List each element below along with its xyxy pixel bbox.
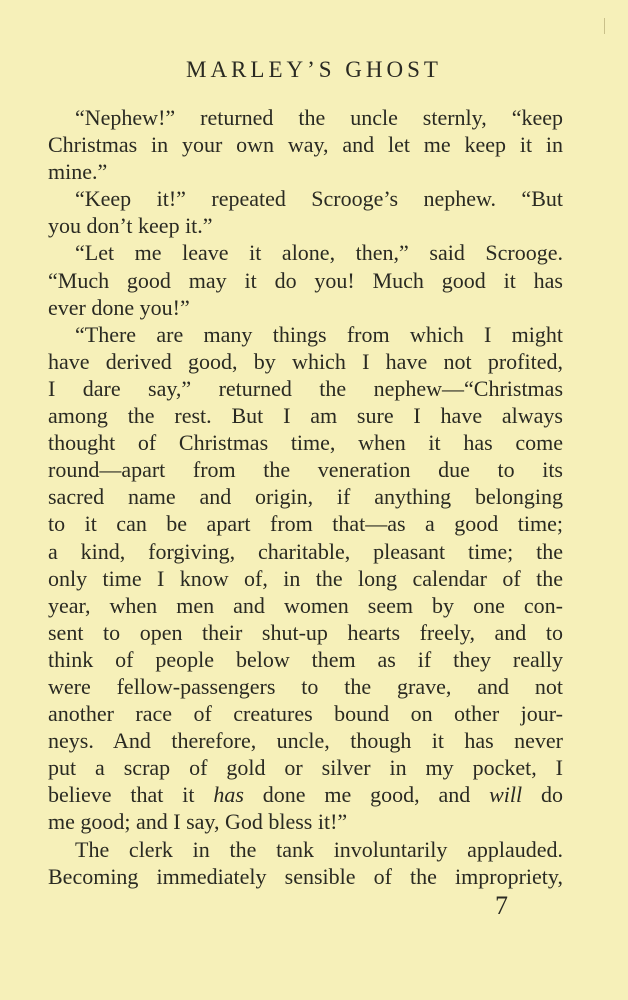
text-line: [48, 727, 563, 754]
text-segment: “Keep it!” repeated Scrooge’s nephew. “But: [75, 186, 563, 212]
text-line: [48, 131, 563, 158]
text-segment: round—apart from the veneration due to its: [48, 457, 563, 483]
text-segment: another race of creatures bound on other jour-: [48, 701, 563, 727]
text-segment: “Let me leave it alone, then,” said Scrooge.: [75, 240, 563, 266]
body-text: [48, 104, 563, 890]
italic-text: has: [213, 782, 244, 808]
text-segment: sacred name and origin, if anything belonging: [48, 484, 563, 510]
text-line: [48, 538, 563, 565]
text-line: [48, 673, 563, 700]
text-segment: done me good, and: [243, 782, 490, 808]
text-segment: think of people below them as if they really: [48, 646, 563, 672]
text-line: [48, 510, 563, 537]
text-line: [48, 836, 563, 863]
text-segment: “Nephew!” returned the uncle sternly, “keep: [75, 105, 563, 130]
text-segment: sent to open their shut-up hearts freely, and to: [48, 619, 563, 645]
text-segment: you don’t keep it.”: [48, 213, 213, 239]
text-segment: have derived good, by which I have not profited,: [48, 348, 563, 374]
text-line: [48, 646, 563, 673]
text-line: [48, 700, 563, 727]
text-segment: only time I know of, in the long calendar of the: [48, 565, 563, 591]
text-segment: me good; and I say, God bless it!”: [48, 809, 348, 835]
text-segment: “There are many things from which I might: [75, 321, 563, 347]
text-line: [48, 402, 563, 429]
text-segment: believe that it: [48, 782, 214, 808]
text-line: [48, 239, 563, 266]
text-line: [48, 375, 563, 402]
text-line: [48, 456, 563, 483]
text-segment: neys. And therefore, uncle, though it has never: [48, 728, 563, 754]
text-line: [48, 592, 563, 619]
page-number: 7: [495, 891, 508, 920]
text-line: [48, 348, 563, 375]
text-line: [48, 212, 563, 239]
text-segment: “Much good may it do you! Much good it has: [48, 267, 563, 293]
text-segment: Christmas in your own way, and let me keep it in: [48, 132, 563, 158]
text-segment: were fellow-passengers to the grave, and not: [48, 673, 563, 699]
text-line: [48, 429, 563, 456]
text-line: [48, 267, 563, 294]
text-segment: mine.”: [48, 159, 108, 185]
text-line: [48, 619, 563, 646]
text-line: [48, 185, 563, 212]
text-segment: ever done you!”: [48, 294, 190, 320]
running-title: MARLEY’S GHOST: [186, 57, 442, 82]
text-segment: I dare say,” returned the nephew—“Christmas: [48, 375, 563, 401]
text-line: [48, 158, 563, 185]
text-line: [48, 863, 563, 890]
text-segment: year, when men and women seem by one con-: [48, 592, 563, 618]
text-line: [48, 808, 563, 835]
text-segment: among the rest. But I am sure I have always: [48, 403, 563, 429]
page-edge-mark: [604, 18, 605, 34]
text-line: [48, 754, 563, 781]
text-segment: Becoming immediately sensible of the impropriety,: [48, 863, 563, 889]
text-line: [48, 294, 563, 321]
text-line: [48, 104, 563, 131]
text-line: [48, 483, 563, 510]
text-segment: The clerk in the tank involuntarily applauded.: [75, 836, 563, 862]
text-line: [48, 565, 563, 592]
text-segment: thought of Christmas time, when it has come: [48, 430, 563, 456]
text-segment: a kind, forgiving, charitable, pleasant time; the: [48, 538, 563, 564]
text-line: [48, 321, 563, 348]
italic-text: will: [489, 782, 523, 808]
text-segment: do: [522, 782, 564, 808]
text-line: [48, 781, 563, 808]
text-segment: put a scrap of gold or silver in my pocket, I: [48, 755, 563, 781]
text-segment: to it can be apart from that—as a good time;: [48, 511, 563, 537]
